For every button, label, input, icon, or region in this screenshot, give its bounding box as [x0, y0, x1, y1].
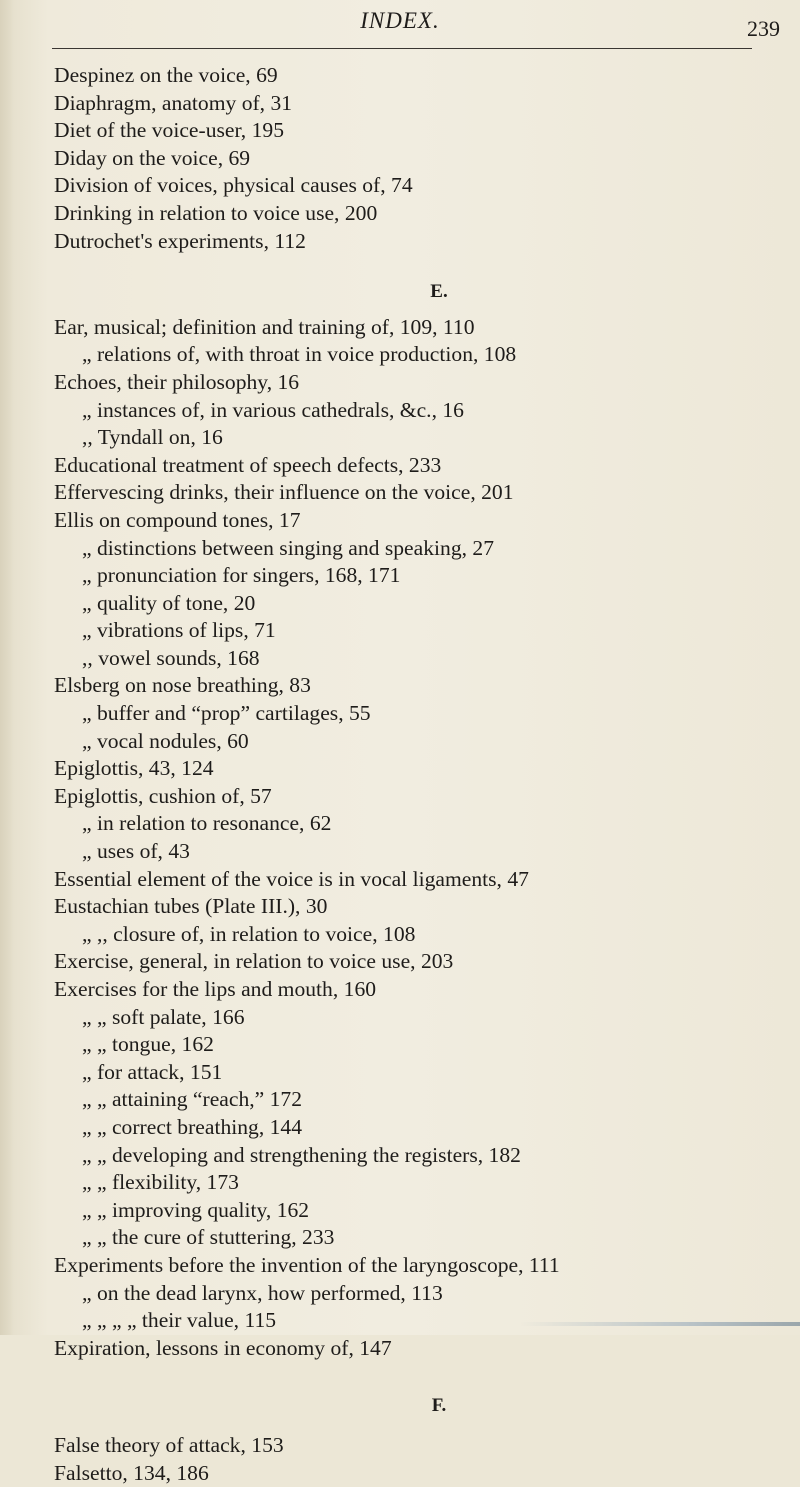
- index-subentry: „ uses of, 43: [54, 838, 794, 866]
- index-entry: Elsberg on nose breathing, 83: [54, 672, 794, 700]
- index-subentry: „ „ flexibility, 173: [54, 1169, 794, 1197]
- index-subentry: „ „ correct breathing, 144: [54, 1114, 794, 1142]
- index-subentry: „ instances of, in various cathedrals, &c., 16: [54, 397, 794, 425]
- index-entry: Dutrochet's experiments, 112: [54, 228, 794, 256]
- index-entry: Exercise, general, in relation to voice use, 203: [54, 948, 794, 976]
- running-title: INDEX.: [0, 8, 800, 34]
- index-subentry: „ for attack, 151: [54, 1059, 794, 1087]
- index-entry: Diet of the voice-user, 195: [54, 117, 794, 145]
- header-rule: [52, 48, 752, 49]
- index-entry: Division of voices, physical causes of, 74: [54, 172, 794, 200]
- index-entry: Diday on the voice, 69: [54, 145, 794, 173]
- index-entry: Falsetto, 134, 186: [54, 1460, 794, 1487]
- index-entry: False theory of attack, 153: [54, 1432, 794, 1460]
- gutter-shadow: [0, 0, 14, 1335]
- index-subentry: ,, Tyndall on, 16: [54, 424, 794, 452]
- index-entry: Ear, musical; definition and training of, 109, 110: [54, 314, 794, 342]
- index-entry: Essential element of the voice is in vocal ligaments, 47: [54, 866, 794, 894]
- index-subentry: „ „ attaining “reach,” 172: [54, 1086, 794, 1114]
- index-subentry: „ vibrations of lips, 71: [54, 617, 794, 645]
- index-subentry: „ ,, closure of, in relation to voice, 108: [54, 921, 794, 949]
- index-subentry: „ „ „ „ their value, 115: [54, 1307, 794, 1335]
- index-subentry: „ „ improving quality, 162: [54, 1197, 794, 1225]
- index-subentry: ,, vowel sounds, 168: [54, 645, 794, 673]
- page-edge: [520, 1322, 800, 1326]
- index-entry: Expiration, lessons in economy of, 147: [54, 1335, 794, 1363]
- index-subentry: „ „ soft palate, 166: [54, 1004, 794, 1032]
- page-number: 239: [747, 16, 780, 42]
- index-entry: Echoes, their philosophy, 16: [54, 369, 794, 397]
- index-entry: Drinking in relation to voice use, 200: [54, 200, 794, 228]
- index-subentry: „ quality of tone, 20: [54, 590, 794, 618]
- index-entries: [54, 62, 794, 1487]
- index-subentry: „ pronunciation for singers, 168, 171: [54, 562, 794, 590]
- index-entry: Exercises for the lips and mouth, 160: [54, 976, 794, 1004]
- index-subentry: „ buffer and “prop” cartilages, 55: [54, 700, 794, 728]
- index-entry: Experiments before the invention of the laryngoscope, 111: [54, 1252, 794, 1280]
- index-subentry: „ „ developing and strengthening the registers, 182: [54, 1142, 794, 1170]
- index-entry: Educational treatment of speech defects, 233: [54, 452, 794, 480]
- index-entry: Ellis on compound tones, 17: [54, 507, 794, 535]
- index-subentry: „ on the dead larynx, how performed, 113: [54, 1280, 794, 1308]
- index-subentry: „ in relation to resonance, 62: [54, 810, 794, 838]
- section-letter-e: E.: [54, 278, 794, 306]
- index-entry: Effervescing drinks, their influence on the voice, 201: [54, 479, 794, 507]
- index-subentry: „ „ the cure of stuttering, 233: [54, 1224, 794, 1252]
- index-entry: Eustachian tubes (Plate III.), 30: [54, 893, 794, 921]
- index-subentry: „ distinctions between singing and speaking, 27: [54, 535, 794, 563]
- section-letter-f: F.: [54, 1392, 794, 1420]
- index-subentry: „ „ tongue, 162: [54, 1031, 794, 1059]
- index-entry: Diaphragm, anatomy of, 31: [54, 90, 794, 118]
- index-subentry: „ relations of, with throat in voice production, 108: [54, 341, 794, 369]
- index-subentry: „ vocal nodules, 60: [54, 728, 794, 756]
- index-entry: Epiglottis, cushion of, 57: [54, 783, 794, 811]
- index-entry: Despinez on the voice, 69: [54, 62, 794, 90]
- index-entry: Epiglottis, 43, 124: [54, 755, 794, 783]
